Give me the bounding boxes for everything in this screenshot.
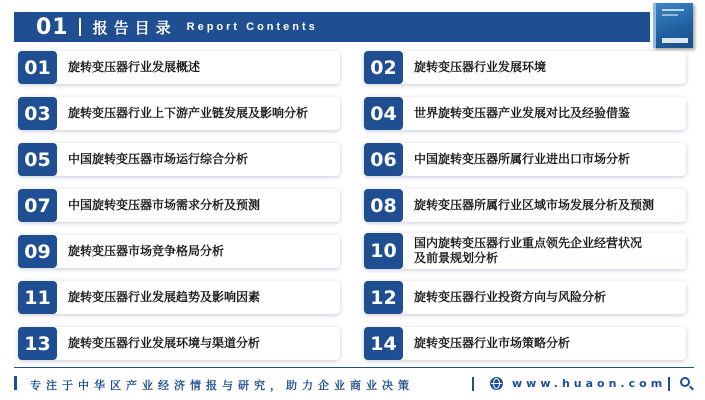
toc-item-number: 01 <box>18 51 57 84</box>
toc-item-number: 09 <box>18 235 57 268</box>
toc-item-label: 世界旋转变压器产业发展对比及经验借鉴 <box>414 106 631 120</box>
section-title: 报告目录 <box>92 18 177 37</box>
toc-item-14[interactable] <box>364 327 686 360</box>
report-cover-icon <box>653 3 693 48</box>
toc-item-label: 中国旋转变压器市场需求分析及预测 <box>68 198 261 212</box>
toc-item-label: 旋转变压器行业发展环境与渠道分析 <box>68 336 261 350</box>
toc-item-label: 旋转变压器行业投资方向与风险分析 <box>414 290 607 304</box>
toc-item-label: 中国旋转变压器所属行业进出口市场分析 <box>414 152 631 166</box>
search-icon[interactable] <box>680 377 690 387</box>
toc-item-number: 13 <box>18 327 57 360</box>
toc-item-number: 10 <box>364 233 403 269</box>
toc-item-04[interactable] <box>364 97 686 130</box>
footer-separator <box>668 377 670 391</box>
toc-item-number: 12 <box>364 281 403 314</box>
toc-item-number: 07 <box>18 189 57 222</box>
toc-item-number: 06 <box>364 143 403 176</box>
toc-item-number: 03 <box>18 97 57 130</box>
toc-item-number: 04 <box>364 97 403 130</box>
toc-item-10[interactable] <box>364 233 686 269</box>
toc-item-label: 旋转变压器行业上下游产业链发展及影响分析 <box>68 106 309 120</box>
toc-item-13[interactable] <box>18 327 340 360</box>
toc-item-label: 中国旋转变压器市场运行综合分析 <box>68 152 249 166</box>
footer-divider <box>14 367 694 368</box>
toc-item-07[interactable] <box>18 189 340 222</box>
toc-item-number: 05 <box>18 143 57 176</box>
toc-item-11[interactable] <box>18 281 340 314</box>
toc-item-05[interactable] <box>18 143 340 176</box>
globe-icon <box>490 377 503 390</box>
toc-item-01[interactable] <box>18 51 340 84</box>
toc-item-number: 11 <box>18 281 57 314</box>
toc-item-number: 14 <box>364 327 403 360</box>
section-subtitle: Report Contents <box>186 21 318 33</box>
toc-item-label: 旋转变压器所属行业区域市场发展分析及预测 <box>414 198 655 212</box>
footer-accent-bar <box>14 376 17 390</box>
toc-item-06[interactable] <box>364 143 686 176</box>
section-header <box>14 12 650 42</box>
toc-item-label: 旋转变压器行业市场策略分析 <box>414 336 571 350</box>
toc-item-label: 国内旋转变压器行业重点领先企业经营状况及前景规划分析 <box>414 236 643 265</box>
header-divider <box>79 18 81 36</box>
toc-item-02[interactable] <box>364 51 686 84</box>
toc-item-number: 02 <box>364 51 403 84</box>
section-number: 01 <box>36 14 69 40</box>
toc-item-09[interactable] <box>18 235 340 268</box>
toc-item-12[interactable] <box>364 281 686 314</box>
toc-item-label: 旋转变压器行业发展趋势及影响因素 <box>68 290 261 304</box>
toc-item-number: 08 <box>364 189 403 222</box>
footer-slogan: 专注于中华区产业经济情报与研究，助力企业商业决策 <box>30 379 414 392</box>
toc-item-03[interactable] <box>18 97 340 130</box>
toc-item-label: 旋转变压器行业发展环境 <box>414 60 547 74</box>
footer-separator <box>472 377 474 391</box>
toc-item-label: 旋转变压器行业发展概述 <box>68 60 201 74</box>
footer-url[interactable]: www.huaon.com <box>512 377 667 390</box>
toc-item-08[interactable] <box>364 189 686 222</box>
toc-item-label: 旋转变压器市场竞争格局分析 <box>68 244 225 258</box>
